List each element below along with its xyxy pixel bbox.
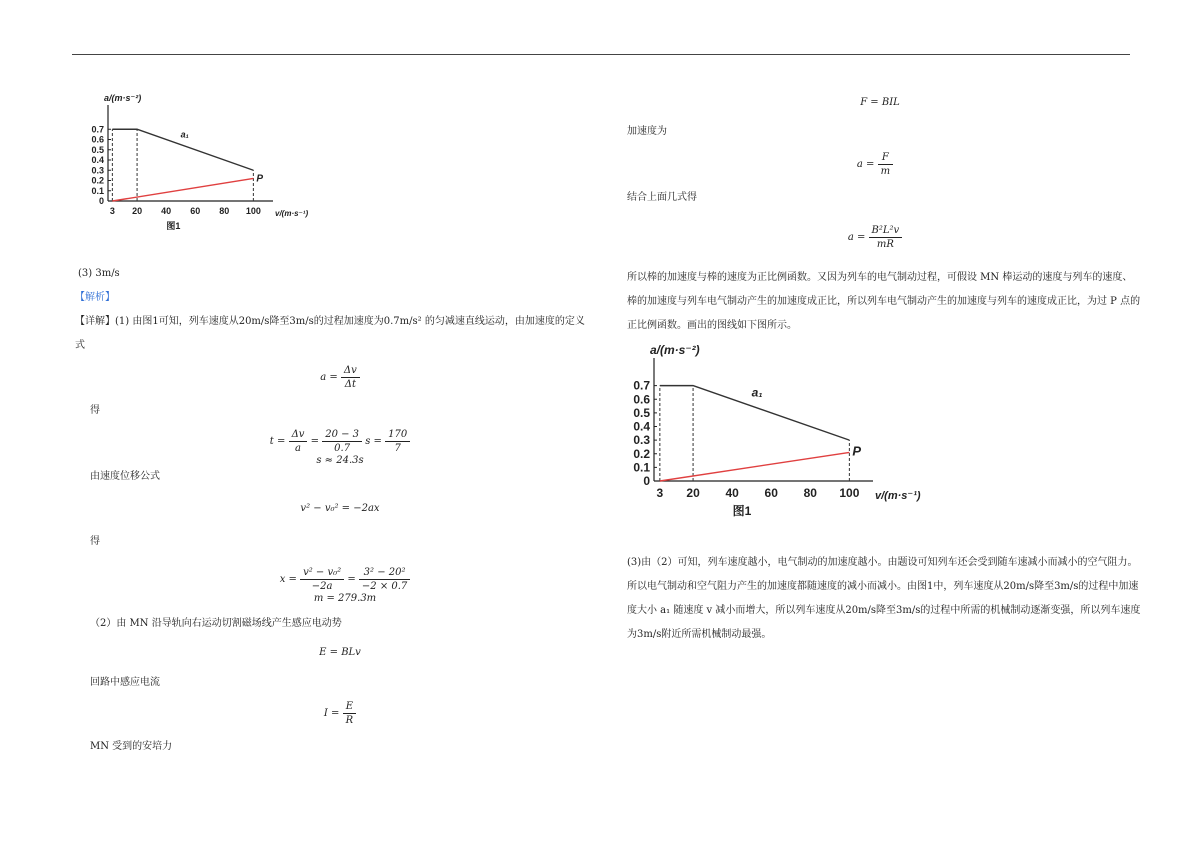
equation-displacement: x = $\frac{\text{v² − v₀²}}{-2a}$ = $\frac{\text{3² − 20²}}{-2 \times 0.7}$ m = 279.3m	[250, 566, 440, 604]
equation-accel-final: a = $\frac{\text{B²L²v}}{mR}$	[835, 224, 915, 251]
curve-label: a₁	[180, 129, 189, 140]
equation-velocity: v² − v₀² = −2ax	[300, 503, 380, 514]
y-tick-label: 0.2	[633, 446, 650, 461]
x-tick-label: 80	[803, 486, 817, 500]
accel-label: 加速度为	[627, 126, 667, 137]
figure-1-large	[620, 343, 921, 519]
part-3-paragraph: (3)由（2）可知，列车速度越小，电气制动的加速度越小。由题设可知列车还会受到随车速减小而减小的空气阻力。所以电气制动和空气阻力产生的加速度都随速度的减小而减小。由图1中，列车速度从20m/s降至3m/s的过程中加速度大小 a₁ 随速度 v 减小而增大，所以列车速度从20m/s降至3m/s的过程中所需的机械制动逐渐变强，所以列车速度为3m/s附近所需机械制动最强。	[627, 557, 1141, 640]
x-tick-label: 100	[839, 486, 860, 500]
y-tick-label: 0.3	[91, 165, 104, 176]
y-tick-label: 0.4	[91, 155, 104, 165]
figure-caption: 图1	[732, 504, 752, 518]
x-tick-label: 20	[686, 486, 700, 500]
curve-label: a₁	[751, 385, 763, 400]
proportional-paragraph: 所以棒的加速度与棒的速度为正比例函数。又因为列车的电气制动过程，可假设 MN 棒运动的速度与列车的速度、棒的加速度与列车电气制动产生的加速度成正比，所以列车电气制动产生的加速度与列车的速度成正比，为过 P 点的正比例函数。画出的图线如下图所示。	[627, 272, 1141, 331]
series-line-p	[112, 178, 253, 201]
current-label: 回路中感应电流	[90, 677, 160, 688]
x-tick-label: 40	[725, 486, 739, 500]
detail-paragraph-1: 【详解】(1) 由图1可知，列车速度从20m/s降至3m/s的过程加速度为0.7m/s² 的匀减速直线运动，由加速度的定义式	[75, 316, 585, 351]
x-tick-label: 20	[132, 206, 143, 216]
x-tick-label: 40	[161, 206, 172, 216]
y-tick-label: 0.2	[91, 175, 104, 186]
x-tick-label: 3	[656, 486, 664, 500]
figure-1-small	[86, 93, 309, 231]
x-tick-label: 60	[190, 206, 201, 216]
y-tick-label: 0.1	[91, 185, 104, 196]
analysis-tag: 【解析】	[75, 292, 115, 303]
ampere-force-label: MN 受到的安培力	[90, 741, 173, 752]
y-tick-label: 0.5	[633, 405, 650, 420]
equation-emf: E = BLv	[319, 647, 361, 658]
y-tick-label: 0	[643, 474, 650, 488]
part-2-intro: （2）由 MN 沿导轨向右运动切割磁场线产生感应电动势	[90, 618, 342, 629]
x-tick-label: 60	[764, 486, 778, 500]
y-tick-label: 0.3	[633, 433, 650, 448]
equation-force: F = BIL	[860, 97, 900, 108]
y-tick-label: 0	[98, 196, 104, 206]
answer-3: (3) 3m/s	[78, 268, 120, 279]
point-label: P	[256, 173, 264, 185]
de-label-1: 得	[90, 405, 100, 416]
x-tick-label: 3	[109, 206, 115, 216]
y-tick-label: 0.4	[633, 419, 650, 434]
y-tick-label: 0.7	[91, 124, 104, 135]
y-tick-label: 0.6	[633, 392, 650, 407]
y-axis-label: a/(m·s⁻²)	[650, 343, 700, 357]
series-line-p	[660, 452, 850, 481]
equation-current: I = $\frac{E}{R}$	[310, 700, 370, 727]
point-label: P	[852, 443, 862, 459]
y-tick-label: 0.1	[633, 460, 650, 475]
y-tick-label: 0.6	[91, 134, 104, 145]
speed-formula-label: 由速度位移公式	[90, 471, 160, 482]
equation-accel-def: a = $\frac{\Delta v}{\Delta t}$	[300, 364, 380, 391]
x-tick-label: 100	[245, 206, 261, 216]
y-tick-label: 0.7	[633, 378, 650, 393]
header-rule	[72, 54, 1130, 55]
x-tick-label: 80	[219, 206, 230, 216]
combine-label: 结合上面几式得	[627, 192, 697, 203]
figure-caption: 图1	[166, 221, 181, 231]
de-label-2: 得	[90, 536, 100, 547]
y-axis-label: a/(m·s⁻²)	[104, 93, 142, 103]
equation-time: t = $\frac{\Delta v}{a}$ = $\frac{20 - 3}{0.7}$ s = $\frac{170}{7}$ s ≈ 24.3s	[250, 428, 430, 466]
x-axis-label: v/(m·s⁻¹)	[875, 490, 921, 502]
x-axis-label: v/(m·s⁻¹)	[275, 209, 309, 218]
equation-accel-force: a = $\frac{F}{m}$	[845, 151, 905, 178]
y-tick-label: 0.5	[91, 144, 104, 155]
